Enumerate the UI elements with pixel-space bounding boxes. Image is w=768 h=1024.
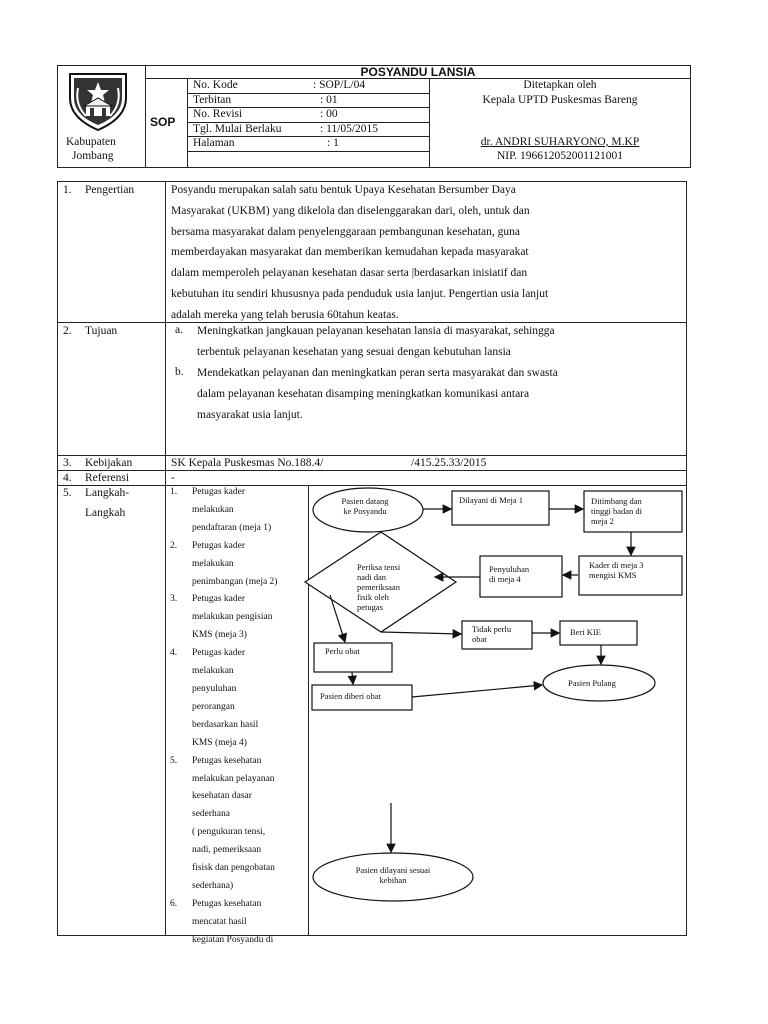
field-value: : 11/05/2015 [320, 123, 379, 135]
periksa-label: Periksa tensi nadi dan pemeriksaan fisik oleh petugas [357, 562, 401, 612]
list-item: 4. Petugas kader melakukan penyuluhan perorangan berdasarkan hasil KMS (meja 4) [170, 648, 259, 748]
perlu-obat-label: Perlu obat [325, 646, 360, 656]
field-value: : 00 [320, 108, 338, 120]
field-value: : SOP/L/04 [313, 79, 366, 91]
signer-name: dr. ANDRI SUHARYONO, M.KP [480, 136, 640, 148]
list-item: 1. Petugas kader melakukan pendaftaran (meja 1) [170, 487, 272, 533]
tujuan-item-a: Meningkatkan jangkauan pelayanan kesehatan lansia di masyarakat, sehingga terbentuk pelayanan kesehatan yang sesuai dengan kebutuhan lansia [197, 325, 555, 358]
section-number: 1. [63, 184, 72, 196]
document-title: POSYANDU LANSIA [360, 65, 476, 79]
approval-line-2: Kepala UPTD Puskesmas Bareng [482, 94, 638, 106]
field-label: Tgl. Mulai Berlaku [193, 123, 282, 135]
logo-caption-2: Jombang [72, 150, 114, 162]
rujukan-label: Pasien dilayani sesuai kebihan [355, 865, 431, 885]
section-number: 5. [63, 487, 72, 499]
kebijakan-value: SK Kepala Puskesmas No.188.4/ [171, 457, 324, 469]
section-number: 4. [63, 472, 72, 484]
list-item: 2. Petugas kader melakukan penimbangan (meja 2) [170, 540, 278, 587]
kie-label: Beri KIE [570, 627, 601, 637]
section-label-kebijakan: Kebijakan [85, 457, 133, 469]
referensi-value: - [171, 472, 175, 484]
tujuan-item-b: Mendekatkan pelayanan dan meningkatkan peran serta masyarakat dan swasta dalam pelayanan kesehatan disamping meningkatkan komunikasi antara masyarakat usia lanjut. [197, 367, 558, 421]
pulang-label: Pasien Pulang [568, 678, 616, 688]
meja1-label: Dilayani di Meja 1 [459, 495, 523, 505]
start-label: Pasien datang ke Posyandu [341, 496, 389, 516]
section-label-pengertian: Pengertian [85, 184, 135, 196]
pengertian-text: Posyandu merupakan salah satu bentuk Upaya Kesehatan Bersumber Daya Masyarakat (UKBM) yang dikelola dan diselenggarakan dari, oleh, untuk dan bersama masyarakat dalam penyelenggaraan pembangunan kesehatan, guna memberdayakan masyarakat dan memberikan kemudahan kepada masyarakat dalam memperoleh pelayanan kesehatan dasar serta |berdasarkan inisiatif dan kebutuhan itu sendiri khususnya pada penduduk usia lanjut. Pengertian usia lanjut adalah mereka yang telah berusia 60tahun keatas. [171, 184, 549, 321]
kebijakan-value-2: /415.25.33/2015 [411, 457, 487, 469]
approval-line-1: Ditetapkan oleh [523, 79, 597, 91]
tidak-obat-label: Tidak perlu obat [472, 624, 512, 644]
section-number: 2. [63, 325, 72, 337]
signer-nip: NIP. 196612052001121001 [496, 150, 624, 162]
section-number: 3. [63, 457, 72, 469]
logo-caption-1: Kabupaten [66, 136, 116, 148]
list-item: 5. Petugas kesehatan melakukan pelayanan kesehatan dasar sederhana ( pengukuran tensi, nadi, pemeriksaan fisisk dan pengobatan sederhana) [170, 755, 275, 891]
meja3-label: Kader di meja 3 mengisi KMS [589, 560, 644, 580]
section-label-tujuan: Tujuan [85, 325, 118, 337]
field-label: No. Kode [193, 79, 238, 91]
list-item: 6. Petugas kesehatan mencatat hasil kegiatan Posyandu di [170, 898, 274, 945]
field-label: No. Revisi [193, 108, 243, 120]
section-label-langkah-2: Langkah [85, 507, 126, 519]
field-label: Halaman [193, 137, 235, 149]
section-label-referensi: Referensi [85, 472, 130, 484]
meja2-label: Ditimbang dan tinggi badan di meja 2 [591, 496, 642, 526]
list-item: 3. Petugas kader melakukan pengisian KMS (meja 3) [170, 594, 273, 641]
field-label: Terbitan [193, 94, 232, 106]
field-value: : 1 [327, 137, 339, 149]
sop-label: SOP [150, 115, 176, 129]
section-label-langkah: Langkah- [85, 487, 130, 499]
tujuan-marker: a. [175, 324, 183, 336]
meja4-label: Penyuluhan di meja 4 [489, 564, 530, 584]
tujuan-marker: b. [175, 366, 184, 378]
diberi-obat-label: Pasien diberi obat [320, 691, 381, 701]
field-value: : 01 [320, 94, 338, 106]
